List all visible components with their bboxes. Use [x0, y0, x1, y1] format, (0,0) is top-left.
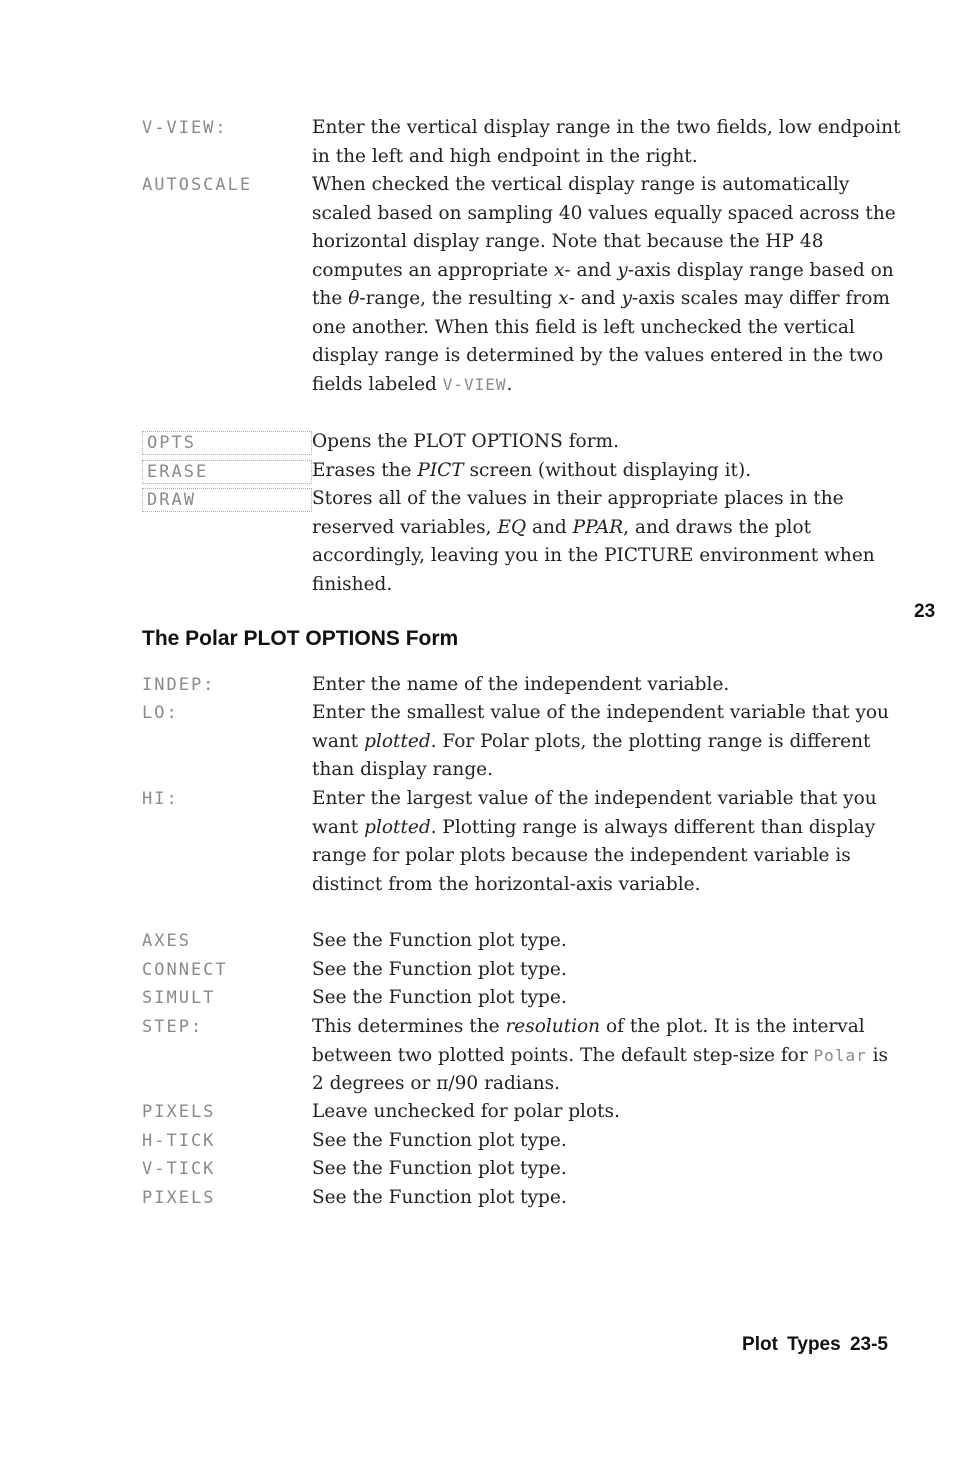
field-label-pixels: PIXELS: [142, 1188, 216, 1208]
entry-description: See the Function plot type.: [312, 1130, 567, 1151]
entry-description: Opens the PLOT OPTIONS form.: [312, 431, 619, 452]
field-label-connect: CONNECT: [142, 960, 228, 980]
field-label-indep: INDEP:: [142, 675, 216, 695]
field-label-axes: AXES: [142, 931, 191, 951]
entry-description: Erases the PICT screen (without displaying it).: [312, 460, 752, 481]
entry-description: Enter the vertical display range in the two fields, low endpoint in the left and high endpoint in the right.: [312, 117, 901, 167]
entry-description: Leave unchecked for polar plots.: [312, 1101, 620, 1122]
menu-key-draw: DRAW: [142, 488, 312, 512]
entry-description: See the Function plot type.: [312, 930, 567, 951]
page-footer: Plot Types 23-5: [742, 1334, 888, 1355]
entry-description: When checked the vertical display range is automatically scaled based on sampling 40 values equally spaced across the horizontal display range. Note that because the HP 48 computes an appropriate x- and y-axis display range based on the θ-range, the resulting x- and y-axis scales may differ from one another. When this field is left unchecked the vertical display range is determined by the values entered in the two fields labeled V-VIEW.: [312, 174, 896, 395]
menu-key-opts: OPTS: [142, 431, 312, 455]
entry-description: See the Function plot type.: [312, 1187, 567, 1208]
entry-description: Enter the largest value of the independent variable that you want plotted. Plotting range is always different than display range for polar plots because the independent variable is distinct from the horizontal-axis variable.: [312, 788, 877, 895]
field-label-hi: HI:: [142, 789, 179, 809]
field-label-v-tick: V-TICK: [142, 1159, 216, 1179]
field-label-v-view: V-VIEW:: [142, 118, 228, 138]
menu-key-erase: ERASE: [142, 460, 312, 484]
entry-description: Enter the name of the independent variable.: [312, 674, 730, 695]
entry-description: Stores all of the values in their appropriate places in the reserved variables, EQ and PPAR, and draws the plot accordingly, leaving you in the PICTURE environment when finished.: [312, 488, 875, 595]
field-label-simult: SIMULT: [142, 988, 216, 1008]
entry-description: See the Function plot type.: [312, 1158, 567, 1179]
field-label-lo: LO:: [142, 703, 179, 723]
entry-description: Enter the smallest value of the independent variable that you want plotted. For Polar plots, the plotting range is different than display range.: [312, 702, 889, 780]
section-heading: The Polar PLOT OPTIONS Form: [142, 627, 459, 650]
field-label-pixels: PIXELS: [142, 1102, 216, 1122]
entry-description: See the Function plot type.: [312, 987, 567, 1008]
field-label-step: STEP:: [142, 1017, 204, 1037]
field-label-autoscale: AUTOSCALE: [142, 175, 253, 195]
entry-description: See the Function plot type.: [312, 959, 567, 980]
field-label-h-tick: H-TICK: [142, 1131, 216, 1151]
chapter-tab-marker: 23: [914, 601, 936, 622]
entry-description: This determines the resolution of the plot. It is the interval between two plotted points. The default step-size for Polar is 2 degrees or π/90 radians.: [312, 1016, 889, 1094]
